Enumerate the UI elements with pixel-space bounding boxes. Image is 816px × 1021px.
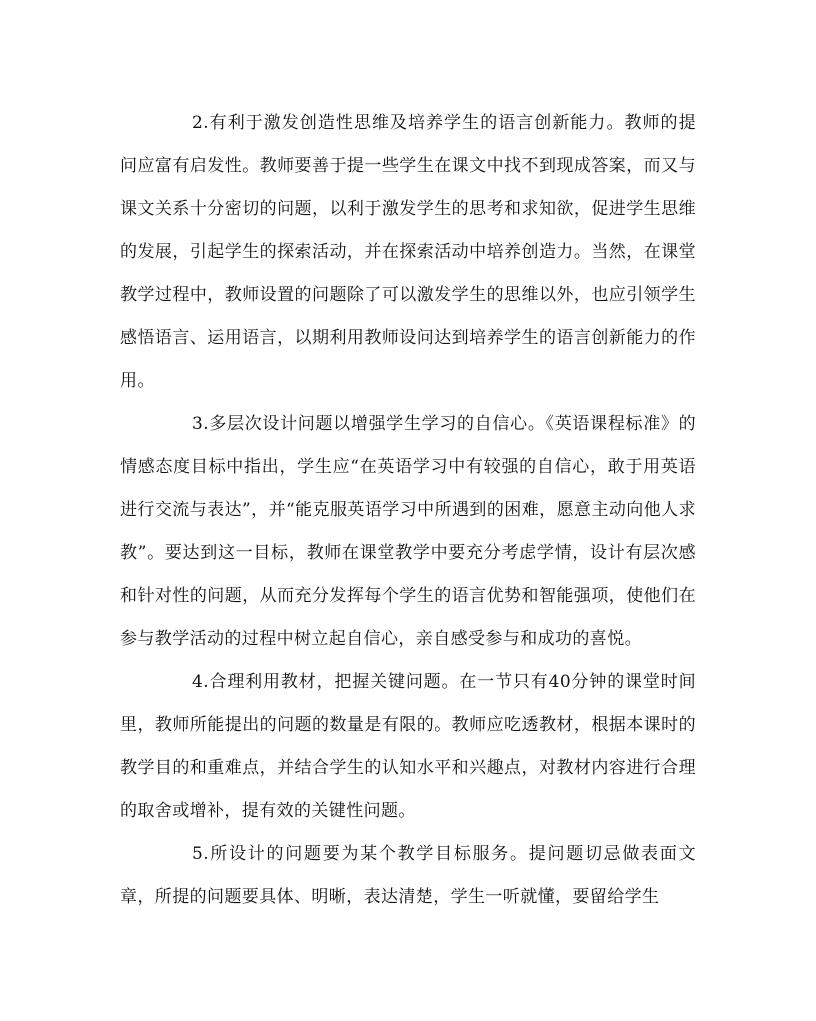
paragraph-4: 4.合理利用教材，把握关键问题。在一节只有40分钟的课堂时间里，教师所能提出的问题的数量是有限的。教师应吃透教材，根据本课时的教学目的和重难点，并结合学生的认知水平和兴趣点，对教材内容进行合理的取舍或增补，提有效的关键性问题。	[120, 672, 696, 821]
paragraph-2: 2.有利于激发创造性思维及培养学生的语言创新能力。教师的提问应富有启发性。教师要善于提一些学生在课文中找不到现成答案，而又与课文关系十分密切的问题，以利于激发学生的思考和求知欲，促进学生思维的发展，引起学生的探索活动，并在探索活动中培养创造力。当然，在课堂教学过程中，教师设置的问题除了可以激发学生的思维以外，也应引领学生感悟语言、运用语言，以期利用教师设问达到培养学生的语言创新能力的作用。	[120, 113, 696, 391]
paragraph-5: 5.所设计的问题要为某个教学目标服务。提问题切忌做表面文章，所提的问题要具体、明晰，表达清楚，学生一听就懂，要留给学生	[120, 844, 696, 907]
paragraph-3: 3.多层次设计问题以增强学生学习的自信心。《英语课程标准》的情感态度目标中指出，学生应“在英语学习中有较强的自信心，敢于用英语进行交流与表达”，并“能克服英语学习中所遇到的困难，愿意主动向他人求教”。要达到这一目标，教师在课堂教学中要充分考虑学情，设计有层次感和针对性的问题，从而充分发挥每个学生的语言优势和智能强项，使他们在参与教学活动的过程中树立起自信心，亲自感受参与和成功的喜悦。	[120, 414, 696, 649]
document-body	[120, 102, 696, 919]
